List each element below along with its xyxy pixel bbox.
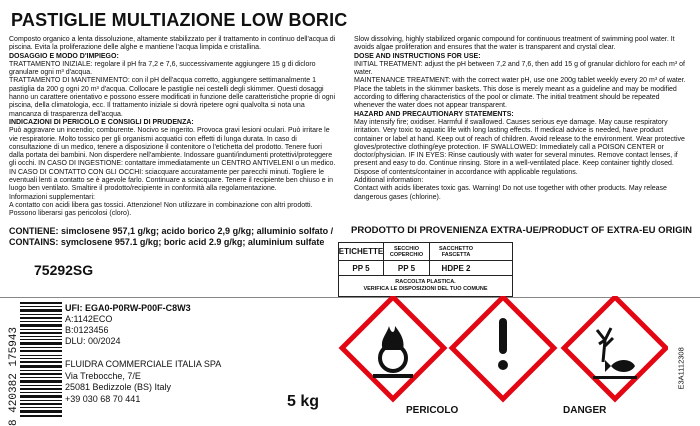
recycling-header-bucket: SECCHIO COPERCHIO bbox=[384, 243, 430, 260]
recycling-header-bag: SACCHETTO FASCETTA bbox=[438, 245, 474, 258]
recycling-note bbox=[339, 276, 512, 293]
ufi-code: UFI: EGA0-P0RW-P00F-C8W3 bbox=[65, 303, 191, 313]
company-phone: +39 030 68 70 441 bbox=[65, 393, 141, 404]
code-b: B:0123456 bbox=[65, 325, 109, 335]
recycling-value-bag: HDPE 2 bbox=[441, 263, 471, 273]
recycling-header-row bbox=[339, 243, 512, 261]
company-name: FLUIDRA COMMERCIALE ITALIA SPA bbox=[65, 359, 222, 369]
it-maintenance-treatment: TRATTAMENTO DI MANTENIMENTO: con il pH dell'acqua corretto, aggiungere settimanalmente 1 pastiglia da 200 g ogni 20 m³ d'acqua. Collocare le pastiglie nei cestelli degli skimmer. Questi dosaggi hanno un carattere orientativo e possono essere modificati in funzione delle caratteristiche proprie di ogni piscina, della climatologia, ecc. Il trattamento iniziale si dovrà ripetere ogni qualvolta si nota una mancanza di trasparenza dell'acqua. bbox=[9, 77, 336, 118]
barcode-number: 8 420382 175943 bbox=[8, 326, 20, 426]
recycling-value-bucket: PP 5 bbox=[384, 261, 430, 275]
en-additional-text: Contact with acids liberates toxic gas. Warning! Do not use together with other products. May release dangerous gases (chlorine). bbox=[354, 185, 667, 201]
it-supplementary-heading: Informazioni supplementari: bbox=[9, 193, 95, 201]
it-supplementary-text: A contatto con acidi libera gas tossici. Attenzione! Non utilizzare in combinazione con altri prodotti. Possono liberarsi gas pericolosi (cloro). bbox=[9, 201, 313, 218]
en-maintenance-treatment: MAINTENANCE TREATMENT: with the correct water pH, use one 200g tablet weekly every 20 m³ of water. Place the tablets in the skimmer baskets. This dose is merely meant as a guideline and may be modified according to differing characteristics of the pool or climate. The initial treatment should be repeated whenever the water does not appear transparent. bbox=[354, 77, 686, 110]
it-description: Composto organico a lenta dissoluzione, altamente stabilizzato per il trattamento in continuo dell'acqua di piscina. Evita la proliferazione delle alghe e mantiene l'acqua limpida e cristallina. bbox=[9, 36, 336, 52]
side-code: E3A1112308 bbox=[676, 347, 686, 390]
recycling-header-labels: ETICHETTE bbox=[339, 243, 384, 260]
it-hazard-statements: Può aggravare un incendio; comburente. Nocivo se ingerito. Provoca gravi lesioni oculari. Può irritare le vie respiratorie. Molto tossico per gli organismi acquatici con effetti di lunga durata. In caso di consultazione di un medico, tenere a disposizione il contenitore o l'etichetta del prodotto. Tenere fuori dalla portata dei bambini. Non disperdere nell'ambiente. Indossare guanti/indumenti protettivi/proteggere gli occhi. IN CASO DI INGESTIONE: contattare immediatamente un CENTRO ANTIVELENI o un medico. IN CASO DI CONTATTO CON GLI OCCHI: sciacquare accuratamente per parecchi minuti. Togliere le eventuali lenti a contatto se è agevole farlo. Continuare a sciacquare. Tenere il recipiente ben chiuso e in luogo ben ventilato. Smaltire il prodotto/recipiente in conformità alla regolamentazione. bbox=[9, 127, 336, 193]
dlu-code: DLU: 00/2024 bbox=[65, 336, 121, 346]
barcode-icon bbox=[20, 298, 62, 420]
environment-icon bbox=[564, 297, 666, 399]
it-hazard-heading: INDICAZIONI DI PERICOLO E CONSIGLI DI PRUDENZA: bbox=[9, 118, 194, 126]
recycling-note-2: VERIFICA LE DISPOSIZIONI DEL TUO COMUNE bbox=[363, 286, 488, 292]
product-title: PASTIGLIE MULTIAZIONE LOW BORIC bbox=[11, 10, 348, 30]
corrosion-icon bbox=[452, 297, 554, 399]
italian-text-column bbox=[9, 36, 338, 219]
signal-word-en: DANGER bbox=[563, 405, 607, 416]
ghs-pictograms bbox=[333, 296, 668, 406]
en-initial-treatment: INITIAL TREATMENT: adjust the pH between 7,2 and 7,6, then add 15 g of granular dichloro for each m³ of water. bbox=[354, 60, 685, 77]
company-address bbox=[65, 359, 221, 405]
recycling-values-row bbox=[339, 261, 512, 276]
recycling-value-labels: PP 5 bbox=[339, 261, 384, 275]
en-additional-heading: Additional information: bbox=[354, 177, 424, 185]
company-street: Via Trebocche, 7/E bbox=[65, 370, 141, 381]
company-city: 25081 Bedizzole (BS) Italy bbox=[65, 382, 172, 392]
english-text-column bbox=[354, 36, 690, 202]
net-weight: 5 kg bbox=[287, 393, 320, 410]
en-description: Slow dissolving, highly stabilized organic compound for continuous treatment of swimming pool water. It avoids algae proliferation and ensures that the water is transparent and crystal clear. bbox=[354, 36, 675, 52]
signal-word-it: PERICOLO bbox=[406, 405, 459, 416]
code-a: A:1142ECO bbox=[65, 314, 113, 324]
provenance-statement: PRODOTTO DI PROVENIENZA EXTRA-UE/PRODUCT OF EXTRA-EU ORIGIN bbox=[351, 225, 692, 236]
recycling-note-1: RACCOLTA PLASTICA. bbox=[395, 279, 456, 285]
en-dosage-heading: DOSE AND INSTRUCTIONS FOR USE: bbox=[354, 52, 481, 60]
regulatory-codes bbox=[65, 303, 191, 347]
en-hazard-statements: May intensify fire; oxidiser. Harmful if swallowed. Causes serious eye damage. May cause respiratory irritation. Very toxic to aquatic life with long lasting effects. If medical advice is needed, have product container or label at hand. Keep out of reach of children. Avoid release to the environment. Wear protective gloves/protective clothing/eye protection. IF SWALLOWED: Immediately call a POISON CENTER or doctor/physician. IF IN EYES: Rinse cautiously with water for several minutes. Remove contact lenses, if present and easy to do. Continue rinsing. Store in a well-ventilated place. Keep container tightly closed. Dispose of contents/container in accordance with applicable regulations. bbox=[354, 118, 685, 176]
flame-over-circle-icon bbox=[342, 297, 444, 399]
en-hazard-heading: HAZARD AND PRECAUTIONARY STATEMENTS: bbox=[354, 110, 514, 118]
recycling-table bbox=[338, 242, 513, 297]
product-code: 75292SG bbox=[34, 262, 94, 278]
contents-it: CONTIENE: simclosene 957,1 g/kg; acido borico 2,9 g/kg; alluminio solfato / bbox=[9, 226, 334, 236]
contents-statement bbox=[9, 226, 339, 248]
contents-en: CONTAINS: symclosene 957.1 g/kg; boric acid 2.9 g/kg; aluminium sulfate bbox=[9, 237, 325, 247]
it-initial-treatment: TRATTAMENTO INIZIALE: regolare il pH fra 7,2 e 7,6, successivamente aggiungere 15 g di dicloro granulare ogni m³ d'acqua. bbox=[9, 60, 316, 77]
it-dosage-heading: DOSAGGIO E MODO D'IMPIEGO: bbox=[9, 52, 119, 60]
